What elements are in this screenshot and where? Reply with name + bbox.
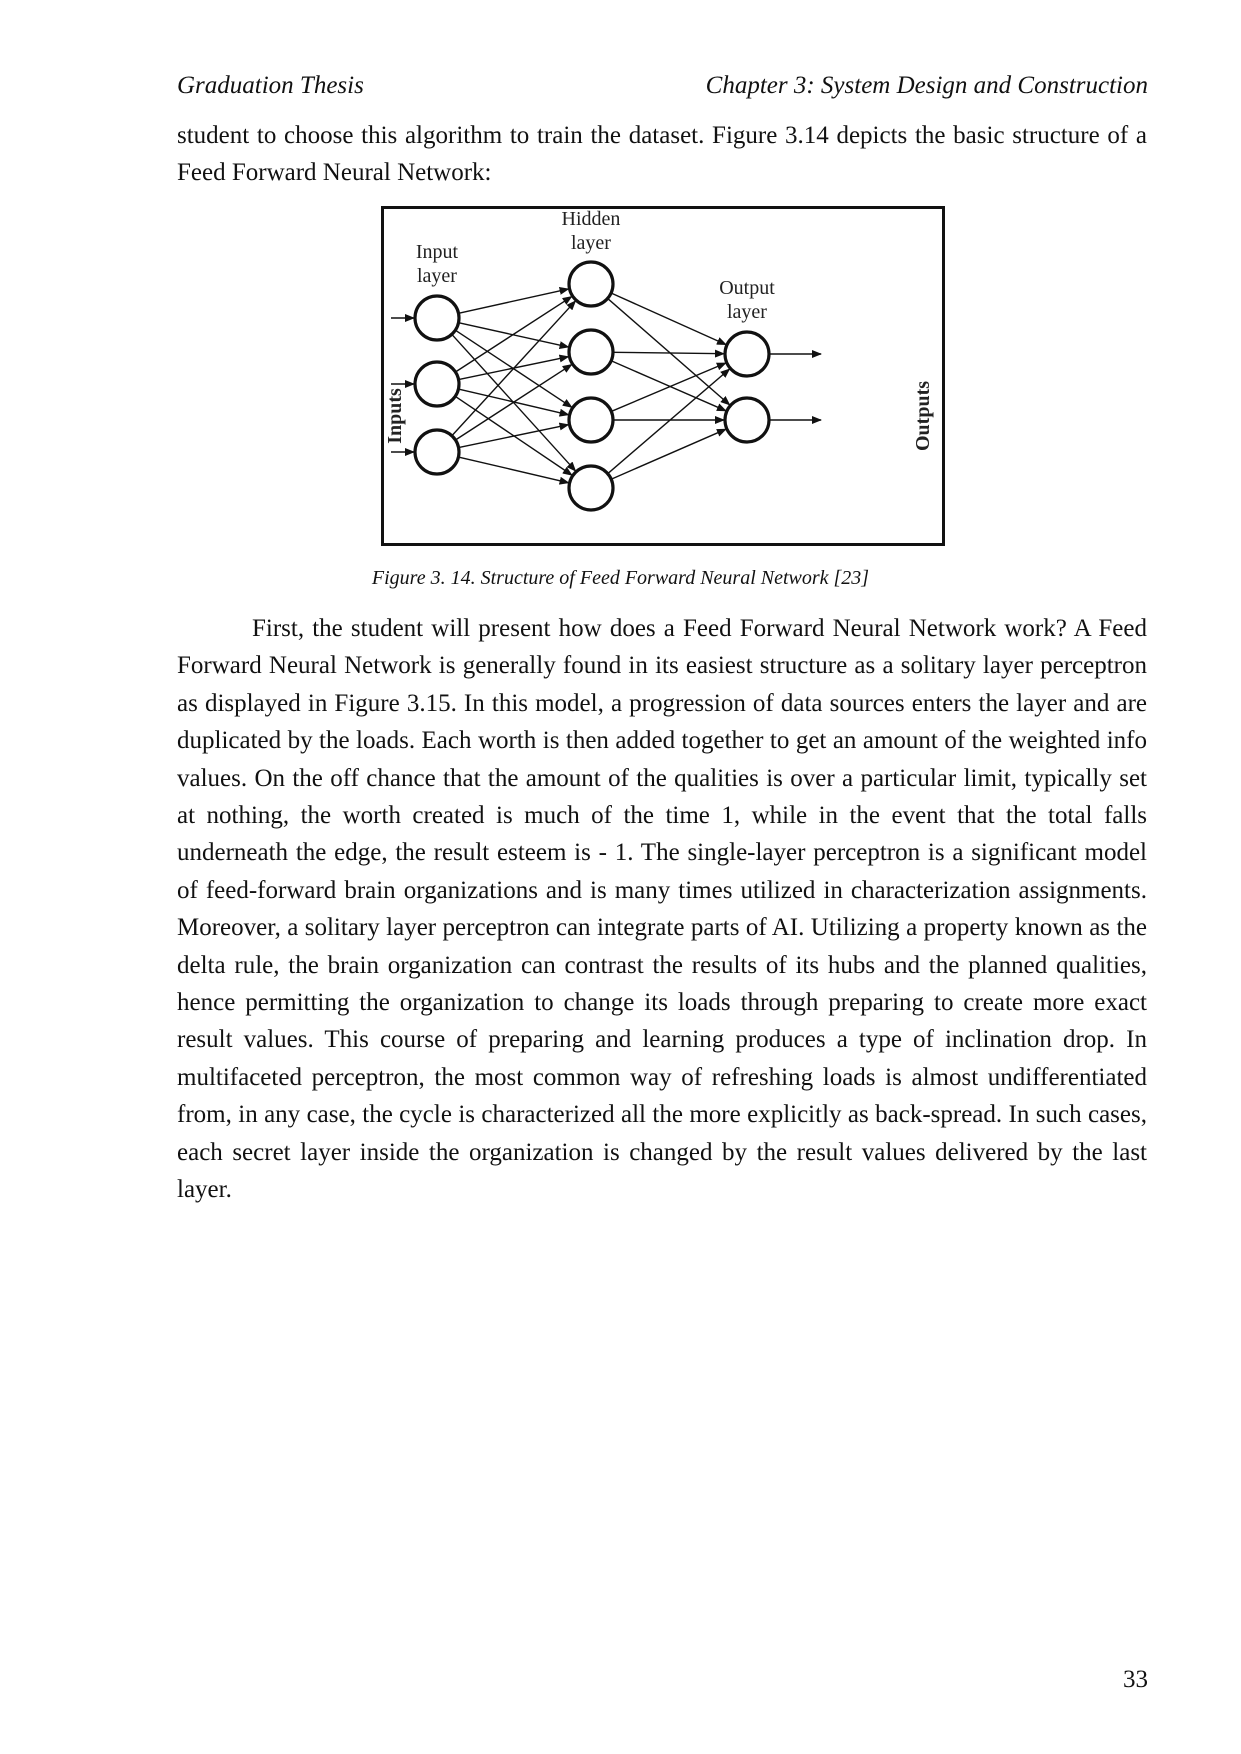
input-node-1 (415, 296, 459, 340)
hidden-layer-label-2: layer (571, 232, 611, 254)
hidden-node-3 (569, 398, 613, 442)
inputs-label: Inputs (384, 388, 406, 444)
header-chapter-title: Chapter 3: System Design and Construction (705, 72, 1148, 99)
main-paragraph: First, the student will present how does a Feed Forward Neural Network work? A Feed Forward Neural Network is generally found in its easiest structure as a solitary layer perceptron as displayed in Figure 3.15. In this model, a progression of data sources enters the layer and are duplicated by the loads. Each worth is then added together to get an amount of the weighted info values. On the off chance that the amount of the qualities is over a particular limit, typically set at nothing, the worth created is much of the time 1, while in the event that the total falls underneath the edge, the result esteem is - 1. The single-layer perceptron is a significant model of feed-forward brain organizations and is many times utilized in characterization assignments. Moreover, a solitary layer perceptron can integrate parts of AI. Utilizing a property known as the delta rule, the brain organization can contrast the results of its hubs and the planned qualities, hence permitting the organization to change its loads through preparing to create more exact result values. This course of preparing and learning produces a type of inclination drop. In multifaceted perceptron, the most common way of refreshing loads is almost undifferentiated from, in any case, the cycle is characterized all the more explicitly as back-spread. In such cases, each secret layer inside the organization is changed by the result values delivered by the last layer. (177, 615, 1147, 1204)
output-layer-label-2: layer (727, 301, 767, 323)
header-thesis-title: Graduation Thesis (177, 72, 364, 99)
output-node-2 (725, 398, 769, 442)
input-layer-label-1: Input (415, 241, 459, 263)
hidden-layer-label-1: Hidden (561, 208, 621, 230)
input-node-2 (415, 362, 459, 406)
input-node-3 (415, 430, 459, 474)
output-layer-label-1: Output (719, 277, 775, 299)
neural-network-figure (381, 206, 945, 546)
input-layer-label-2: layer (417, 265, 457, 287)
intro-paragraph: student to choose this algorithm to train the dataset. Figure 3.14 depicts the basic structure of a Feed Forward Neural Network: (177, 122, 1147, 187)
hidden-node-4 (569, 466, 613, 510)
figure-frame (383, 208, 944, 545)
outputs-label: Outputs (912, 380, 934, 452)
page-number: 33 (1123, 1666, 1148, 1693)
output-node-1 (725, 332, 769, 376)
hidden-node-1 (569, 262, 613, 306)
running-header (177, 72, 1148, 106)
neural-network-diagram (381, 206, 945, 546)
figure-caption: Figure 3. 14. Structure of Feed Forward Neural Network [23] (371, 567, 870, 589)
hidden-node-2 (569, 330, 613, 374)
